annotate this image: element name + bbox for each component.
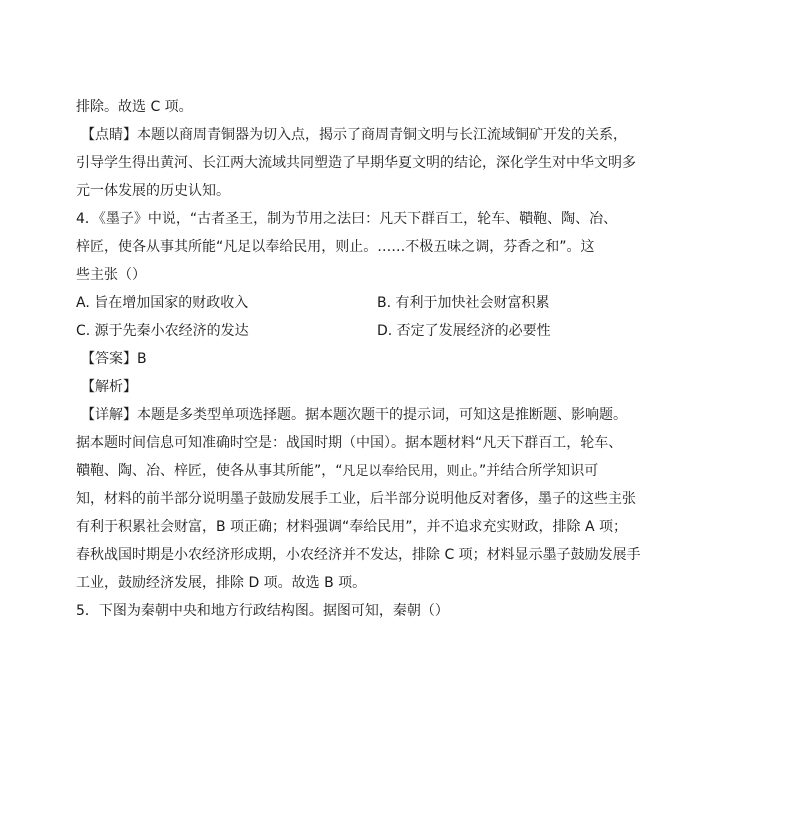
q3-comment-line1: [76, 121, 676, 149]
q5-stem-line1: 5．下图为秦朝中央和地方行政结构图。据图可知，秦朝（）: [76, 603, 449, 619]
answer-tag: 【答案】: [81, 351, 137, 367]
answer-value: B: [137, 351, 147, 367]
q4-options-row1: [76, 289, 676, 317]
option-c: C. 源于先秦小农经济的发达: [76, 323, 249, 339]
comment-tag: 【点睛】: [81, 127, 137, 143]
q4-detail-line4: 知，材料的前半部分说明墨子鼓励发展手工业，后半部分说明他反对奢侈，墨子的这些主张: [76, 491, 636, 507]
detail-text-3c: ”并结合所学知识可: [479, 463, 599, 479]
q4-stem-line1: 4．《墨子》中说，“古者圣王，制为节用之法曰：凡天下群百工，轮车、鞼鞄、陶、冶、: [76, 211, 618, 227]
comment-text-1: 本题以商周青铜器为切入点，揭示了商周青铜文明与长江流域铜矿开发的关系，: [137, 127, 627, 143]
q4-detail-line5: 有利于积累社会财富，B 项正确；材料强调“奉给民用”，并不追求充实财政，排除 A 项；: [76, 519, 628, 535]
q4-analysis-tag: 【解析】: [81, 379, 137, 395]
q4-options-row2: [76, 317, 676, 345]
q4-detail-line6: 春秋战国时期是小农经济形成期，小农经济并不发达，排除 C 项；材料显示墨子鼓励发展手: [76, 547, 641, 563]
q4-detail-line7: 工业，鼓励经济发展，排除 D 项。故选 B 项。: [76, 575, 367, 591]
q4-detail-line2: 据本题时间信息可知准确时空是：战国时期（中国）。据本题材料“凡天下群百工，轮车、: [76, 435, 623, 451]
document-page: [76, 93, 676, 625]
q3-conclusion: 排除。故选 C 项。: [76, 99, 193, 115]
option-b: B. 有利于加快社会财富积累: [377, 295, 550, 311]
option-d: D. 否定了发展经济的必要性: [377, 323, 551, 339]
detail-tag: 【详解】: [81, 407, 137, 423]
detail-text-3b: 凡足以奉给民用，则止。: [342, 464, 480, 479]
detail-text-1: 本题是多类型单项选择题。据本题次题干的提示词，可知这是推断题、影响题。: [137, 407, 627, 423]
q4-detail-line3: [76, 457, 676, 485]
option-a: A. 旨在增加国家的财政收入: [76, 295, 249, 311]
q3-comment-line2: 引导学生得出黄河、长江两大流域共同塑造了早期华夏文明的结论，深化学生对中华文明多: [76, 155, 636, 171]
q4-detail-line1: [76, 401, 676, 429]
detail-text-3a: 鞼鞄、陶、冶、梓匠，使各从事其所能”，“: [76, 463, 343, 479]
q4-answer: [76, 345, 676, 373]
q4-stem-line3: 些主张（）: [76, 267, 146, 283]
q4-stem-line2: 梓匠，使各从事其所能“凡足以奉给民用，则止。……不极五味之调，芬香之和”。这: [76, 239, 595, 255]
q3-comment-line3: 元一体发展的历史认知。: [76, 183, 230, 199]
